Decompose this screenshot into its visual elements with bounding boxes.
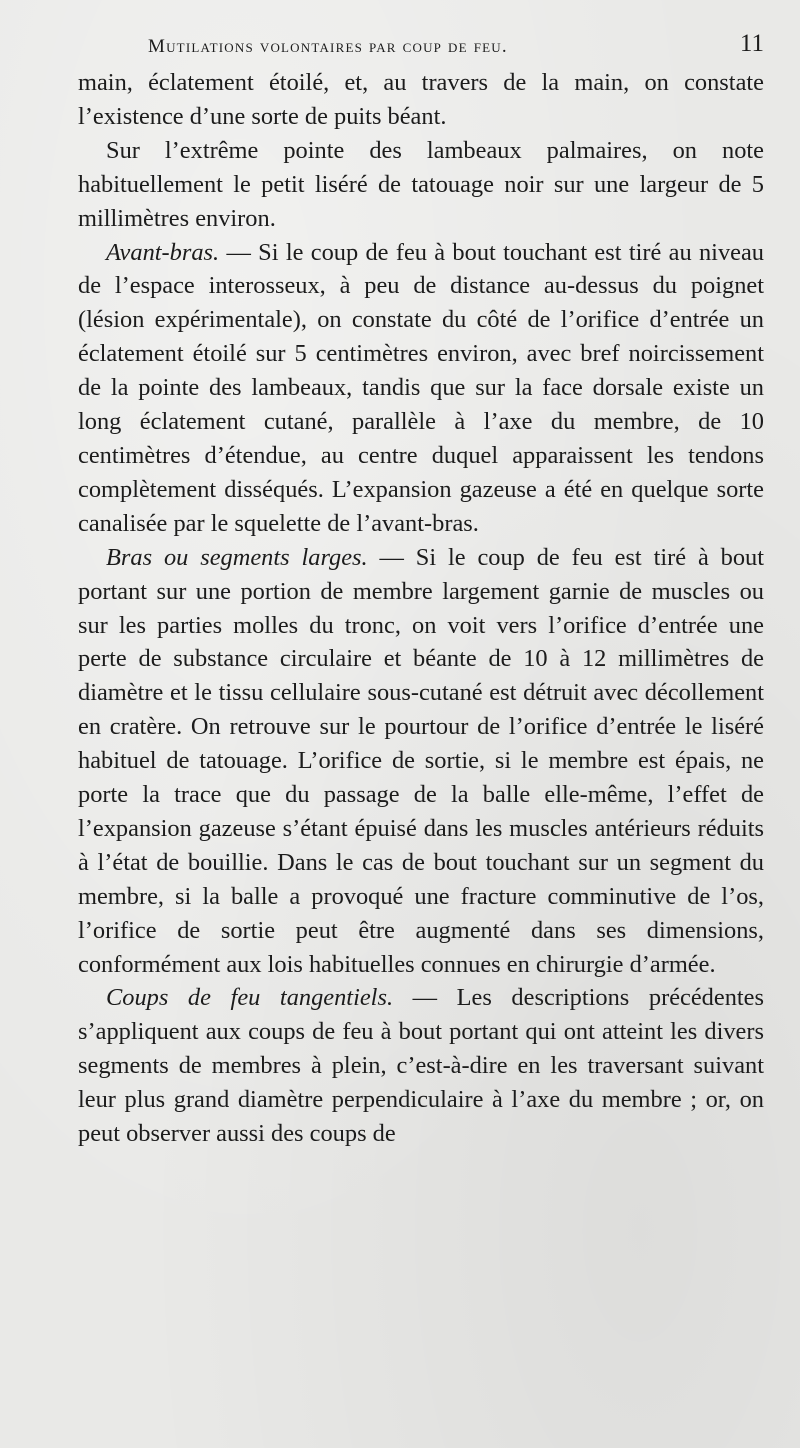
paragraph-bras [78, 541, 764, 982]
section-heading-tangentiels: Coups de feu tangentiels. [106, 984, 394, 1012]
paragraph-2-text: Sur l’extrême pointe des lambeaux palmaires, on note habituellement le petit liséré de tatouage noir sur une largeur de 5 millimètres environ. [78, 136, 764, 232]
paragraph-tangentiels-text: — Les descriptions précédentes s’appliquent aux coups de feu à bout portant qui ont atteint les divers segments de membres à plein, c’est-à-dire en les traversant suivant leur plus grand diamètre perpendiculaire à l’axe du membre ; or, on peut observer aussi des coups de [78, 984, 764, 1148]
paragraph-1 [78, 66, 764, 134]
paragraph-avant-bras [78, 236, 764, 541]
paragraph-avant-bras-text: — Si le coup de feu à bout touchant est tiré au niveau de l’espace interosseux, à peu de distance au-dessus du poignet (lésion expérimentale), on constate du côté de l’orifice d’entrée un éclatement étoilé sur 5 centimètres environ, avec bref noircissement de la pointe des lambeaux, tandis que sur la face dorsale existe un long éclatement cutané, parallèle à l’axe du membre, de 10 centimètres d’étendue, au centre duquel apparaissent les tendons complètement disséqués. L’expansion gazeuse a été en quelque sorte canalisée par le squelette de l’avant-bras. [78, 238, 764, 537]
body-text [78, 66, 764, 1151]
paragraph-bras-text: — Si le coup de feu est tiré à bout portant sur une portion de membre largement garnie de muscles ou sur les parties molles du tronc, on voit vers l’orifice d’entrée une perte de substance circulaire et béante de 10 à 12 millimètres de diamètre et le tissu cellulaire sous-cutané est détruit avec décollement en cratère. On retrouve sur le pourtour de l’orifice d’entrée le liséré habituel de tatouage. L’orifice de sortie, si le membre est épais, ne porte la trace que du passage de la balle elle-même, l’effet de l’expansion gazeuse s’étant épuisé dans les muscles antérieurs réduits à l’état de bouillie. Dans le cas de bout touchant sur un segment du membre, si la balle a provoqué une fracture comminutive de l’os, l’orifice de sortie peut être augmenté dans ses dimensions, conformément aux lois habituelles connues en chirurgie d’armée. [78, 543, 764, 978]
page-header [78, 30, 764, 64]
section-heading-avant-bras: Avant-bras. [106, 238, 220, 266]
running-title: Mutilations volontaires par coup de feu. [148, 36, 508, 57]
paragraph-1-text: main, éclatement étoilé, et, au travers de la main, on constate l’existence d’une sorte de puits béant. [78, 69, 764, 130]
paragraph-2 [78, 134, 764, 236]
page-number: 11 [739, 30, 764, 57]
section-heading-bras: Bras ou segments larges. [106, 543, 368, 571]
paragraph-tangentiels [78, 981, 764, 1151]
